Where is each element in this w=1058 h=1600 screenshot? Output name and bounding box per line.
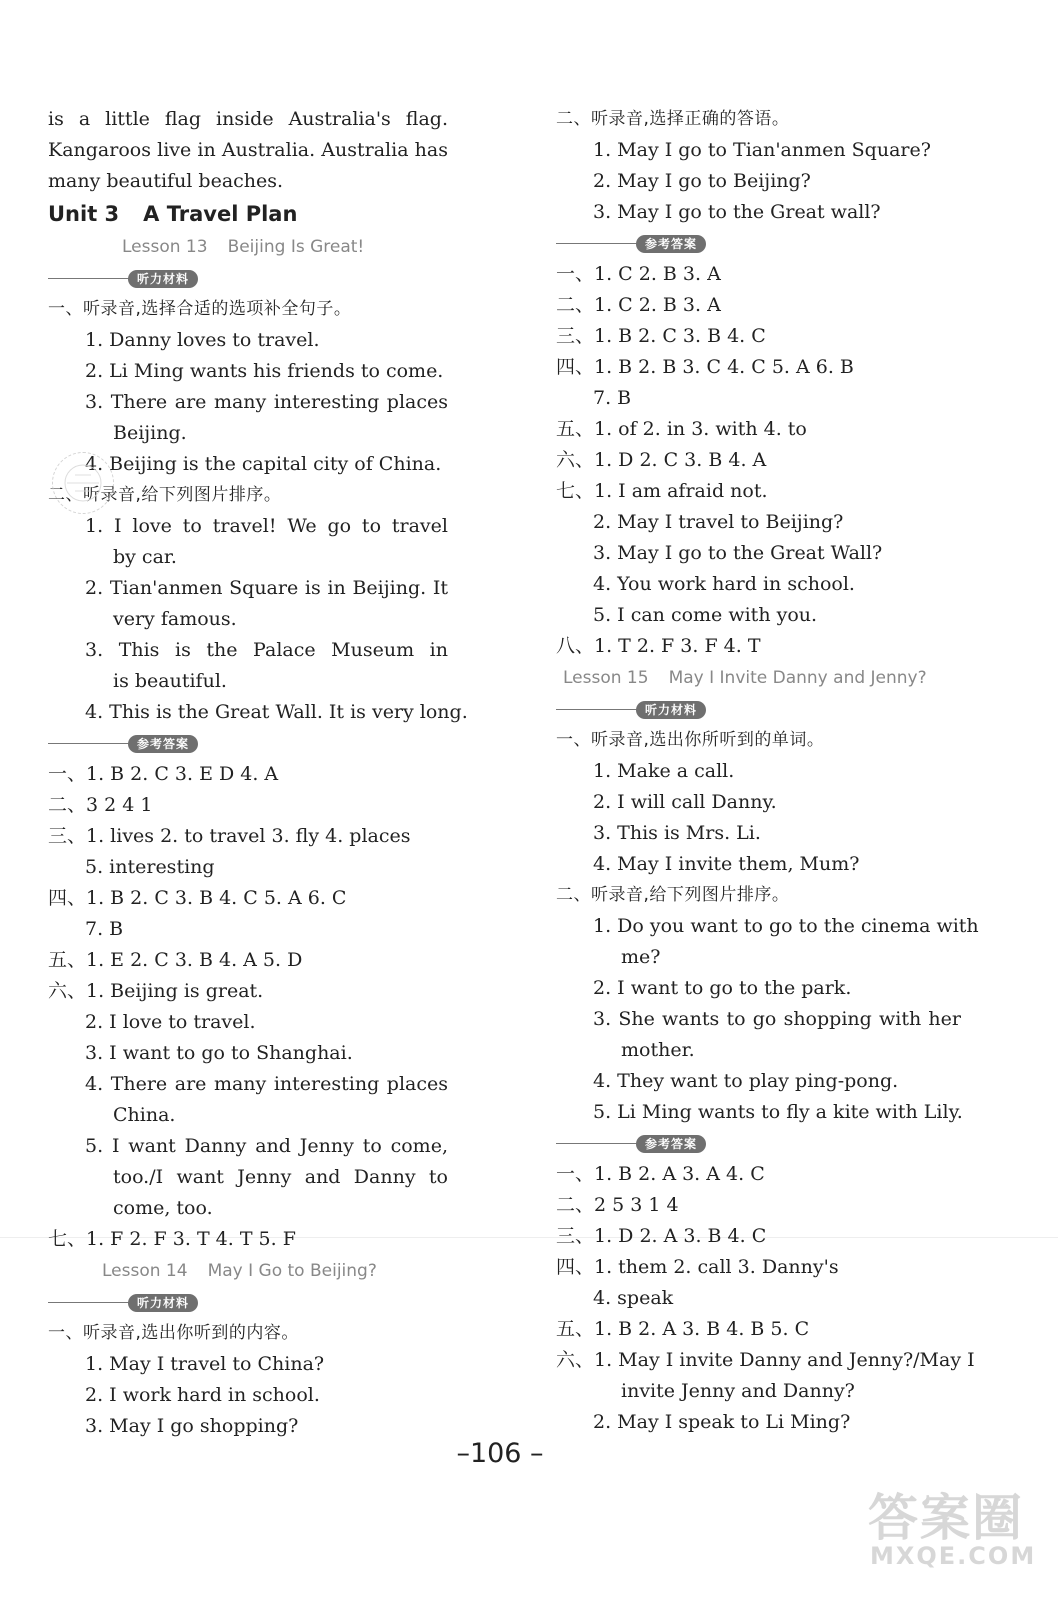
list-item-continued: is beautiful. [113, 670, 227, 692]
list-item: 2. Tian'anmen Square is in Beijing. It [85, 577, 448, 599]
lesson-name: May I Go to Beijing? [207, 1261, 377, 1281]
answer-line: 4. There are many interesting places [85, 1073, 448, 1095]
lesson-number: Lesson 13 [122, 237, 208, 257]
answer-line: 六、1. Beijing is great. [48, 980, 264, 1002]
list-item-continued: very famous. [113, 608, 237, 630]
answer-line: 五、1. of 2. in 3. with 4. to [556, 418, 807, 440]
list-item: 3. She wants to go shopping with her [593, 1008, 961, 1030]
answer-line: 四、1. B 2. B 3. C 4. C 5. A 6. B [556, 356, 854, 378]
answer-line: 七、1. I am afraid not. [556, 480, 768, 502]
listening-material-marker [556, 694, 961, 725]
answer-line: 一、1. B 2. C 3. E D 4. A [48, 763, 279, 785]
answer-line-continued: 7. B [85, 918, 124, 940]
list-item: 4. This is the Great Wall. It is very long. [85, 701, 468, 723]
stamp-mark [52, 452, 114, 514]
list-item: 1. I love to travel! We go to travel [85, 515, 448, 537]
answer-line: 五、1. B 2. A 3. B 4. B 5. C [556, 1318, 810, 1340]
intro-line: is a little flag inside Australia's flag. [48, 108, 448, 130]
answer-line-continued: China. [113, 1104, 176, 1126]
answer-line: 六、1. May I invite Danny and Jenny?/May I [556, 1349, 975, 1371]
left-column [48, 104, 468, 1442]
right-column [556, 104, 979, 1438]
answer-line: 二、2 5 3 1 4 [556, 1194, 679, 1216]
answer-line-continued: too./I want Jenny and Danny to [113, 1166, 448, 1188]
lesson-number: Lesson 14 [102, 1261, 188, 1281]
page-number: –106 – [456, 1438, 544, 1469]
intro-line: Kangaroos live in Australia. Australia has [48, 139, 448, 161]
answer-line: 3. I want to go to Shanghai. [85, 1042, 353, 1064]
marker-rule [48, 1302, 138, 1303]
answer-line: 三、1. D 2. A 3. B 4. C [556, 1225, 767, 1247]
list-item: 2. Li Ming wants his friends to come. [85, 360, 444, 382]
list-item-continued: by car. [113, 546, 177, 568]
unit-number: Unit 3 [48, 202, 120, 226]
list-item: 3. May I go shopping? [85, 1415, 299, 1437]
list-item: 4. They want to play ping-pong. [593, 1070, 899, 1092]
answer-key-badge: 参考答案 [636, 235, 706, 253]
list-item: 4. Beijing is the capital city of China. [85, 453, 442, 475]
answer-line: 2. I love to travel. [85, 1011, 256, 1033]
section-heading: 一、听录音,选出你听到的内容。 [48, 1323, 299, 1343]
list-item: 1. Danny loves to travel. [85, 329, 320, 351]
answer-line-continued: come, too. [113, 1197, 213, 1219]
section-heading: 二、听录音,给下列图片排序。 [48, 485, 282, 505]
answer-line: 五、1. E 2. C 3. B 4. A 5. D [48, 949, 303, 971]
list-item-continued: mother. [621, 1039, 695, 1061]
answer-line-continued: invite Jenny and Danny? [621, 1380, 855, 1402]
marker-rule [556, 243, 646, 244]
section-heading: 一、听录音,选择合适的选项补全句子。 [48, 299, 352, 319]
answer-line: 2. May I travel to Beijing? [593, 511, 844, 533]
list-item: 1. Do you want to go to the cinema with [593, 915, 979, 937]
answer-line-continued: 4. speak [593, 1287, 674, 1309]
marker-rule [556, 1143, 646, 1144]
answer-key-badge: 参考答案 [128, 735, 198, 753]
answer-key-marker [556, 1128, 961, 1159]
answer-key-badge: 参考答案 [636, 1135, 706, 1153]
lesson-13-title [48, 231, 448, 263]
list-item: 1. Make a call. [593, 760, 735, 782]
listening-material-badge: 听力材料 [128, 270, 198, 288]
list-item: 3. May I go to the Great wall? [593, 201, 881, 223]
lesson-number: Lesson 15 [563, 668, 649, 688]
watermark-logo: 答案圈 [868, 1489, 1024, 1547]
intro-line: many beautiful beaches. [48, 170, 284, 192]
answer-key-marker [48, 728, 448, 759]
answer-line: 八、1. T 2. F 3. F 4. T [556, 635, 761, 657]
lesson-name: Beijing Is Great! [227, 237, 365, 257]
answer-line: 七、1. F 2. F 3. T 4. T 5. F [48, 1228, 296, 1250]
lesson-14-title [48, 1255, 448, 1287]
watermark-url: MXQE.COM [870, 1542, 1037, 1570]
answer-line: 三、1. lives 2. to travel 3. fly 4. places [48, 825, 411, 847]
listening-material-marker [48, 1287, 448, 1318]
list-item: 1. May I go to Tian'anmen Square? [593, 139, 931, 161]
list-item: 1. May I travel to China? [85, 1353, 325, 1375]
stamp-icon [53, 453, 113, 513]
answer-key-marker [556, 228, 961, 259]
answer-line: 二、1. C 2. B 3. A [556, 294, 721, 316]
answer-line: 二、3 2 4 1 [48, 794, 153, 816]
section-heading: 二、听录音,给下列图片排序。 [556, 885, 790, 905]
list-item: 3. There are many interesting places [85, 391, 448, 413]
answer-line: 5. I can come with you. [593, 604, 818, 626]
list-item: 5. Li Ming wants to fly a kite with Lily. [593, 1101, 963, 1123]
unit-heading [48, 197, 448, 231]
answer-line: 四、1. them 2. call 3. Danny's [556, 1256, 839, 1278]
list-item: 3. This is the Palace Museum in [85, 639, 448, 661]
site-watermark [868, 1478, 1038, 1578]
list-item: 2. I work hard in school. [85, 1384, 320, 1406]
list-item-continued: me? [621, 946, 661, 968]
answer-line: 六、1. D 2. C 3. B 4. A [556, 449, 767, 471]
unit-title: A Travel Plan [143, 202, 298, 226]
list-item-continued: Beijing. [113, 422, 187, 444]
answer-line: 2. May I speak to Li Ming? [593, 1411, 851, 1433]
list-item: 2. I want to go to the park. [593, 977, 852, 999]
list-item: 2. I will call Danny. [593, 791, 777, 813]
list-item: 3. This is Mrs. Li. [593, 822, 761, 844]
answer-line: 三、1. B 2. C 3. B 4. C [556, 325, 766, 347]
answer-line: 4. You work hard in school. [593, 573, 855, 595]
lesson-name: May I Invite Danny and Jenny? [668, 668, 927, 688]
answer-line: 3. May I go to the Great Wall? [593, 542, 883, 564]
listening-material-marker [48, 263, 448, 294]
answer-line-continued: 5. interesting [85, 856, 215, 878]
answer-line: 5. I want Danny and Jenny to come, [85, 1135, 448, 1157]
listening-material-badge: 听力材料 [636, 701, 706, 719]
marker-rule [48, 278, 138, 279]
lesson-15-title [556, 662, 961, 694]
list-item: 4. May I invite them, Mum? [593, 853, 860, 875]
section-heading: 一、听录音,选出你所听到的单词。 [556, 730, 825, 750]
marker-rule [48, 743, 138, 744]
answer-line: 一、1. B 2. A 3. A 4. C [556, 1163, 765, 1185]
list-item: 2. May I go to Beijing? [593, 170, 811, 192]
answer-line: 四、1. B 2. C 3. B 4. C 5. A 6. C [48, 887, 347, 909]
answer-line: 一、1. C 2. B 3. A [556, 263, 721, 285]
section-heading: 二、听录音,选择正确的答语。 [556, 109, 790, 129]
listening-material-badge: 听力材料 [128, 1294, 198, 1312]
answer-line-continued: 7. B [593, 387, 632, 409]
marker-rule [556, 709, 646, 710]
